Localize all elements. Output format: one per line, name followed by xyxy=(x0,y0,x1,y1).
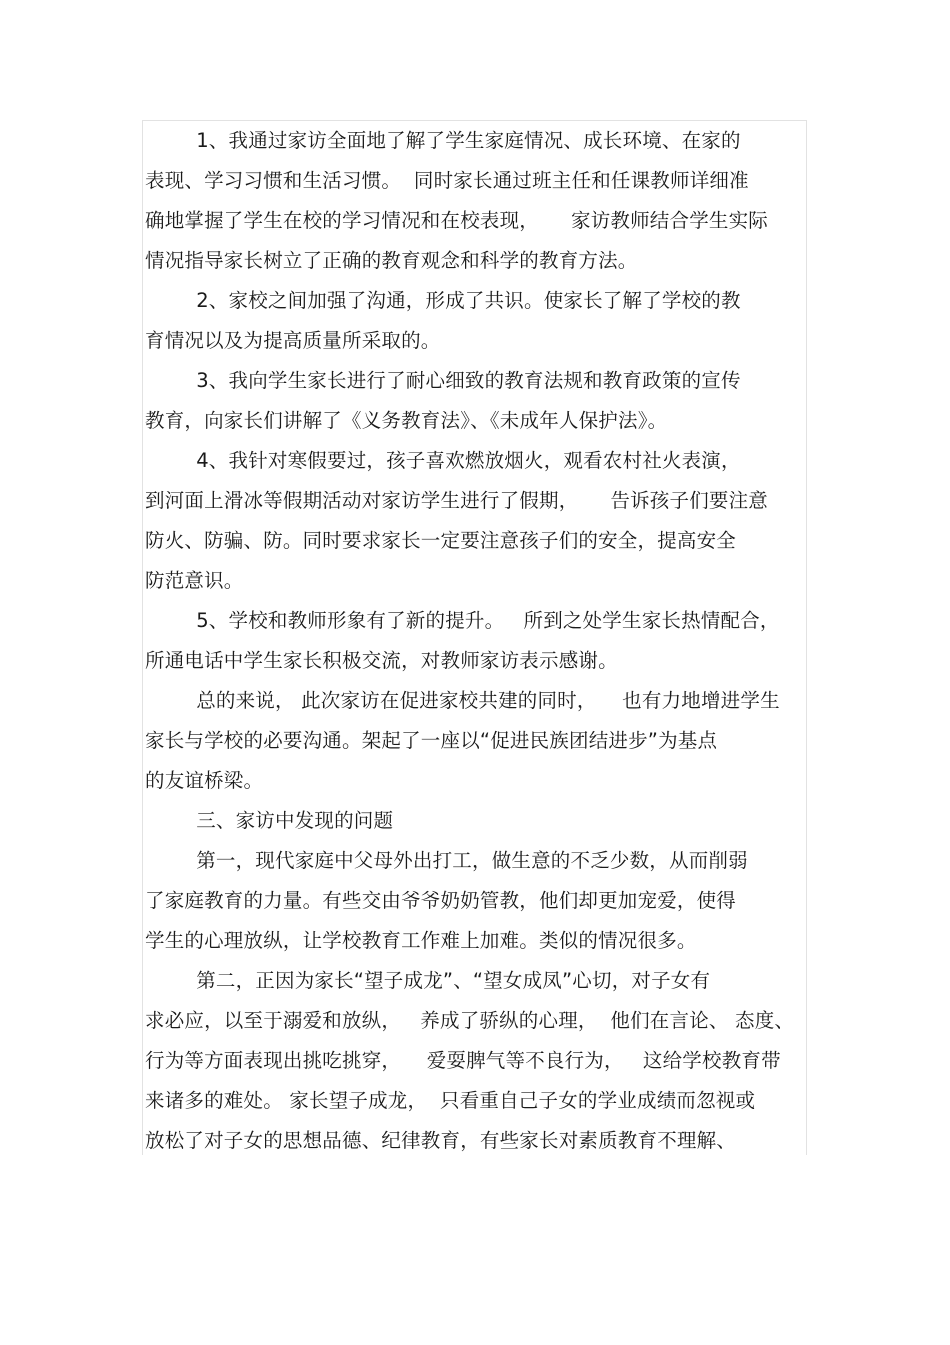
text-line: 2、家校之间加强了沟通，形成了共识。使家长了解了学校的教 xyxy=(145,289,741,312)
section-heading: 三、家访中发现的问题 xyxy=(145,809,394,832)
text-line: 育情况以及为提高质量所采取的。 xyxy=(145,329,441,352)
text-line: 防火、防骗、防。同时要求家长一定要注意孩子们的安全，提高安全 xyxy=(145,529,737,552)
text-line: 了家庭教育的力量。有些交由爷爷奶奶管教，他们却更加宠爱，使得 xyxy=(145,889,737,912)
text-line: 确地掌握了学生在校的学习情况和在校表现， 家访教师结合学生实际 xyxy=(145,209,768,232)
text-line: 5、学校和教师形象有了新的提升。 所到之处学生家长热情配合， xyxy=(145,609,780,632)
text-line: 来诸多的难处。 家长望子成龙， 只看重自己子女的学业成绩而忽视或 xyxy=(145,1089,756,1112)
text-line: 第一，现代家庭中父母外出打工，做生意的不乏少数，从而削弱 xyxy=(145,849,748,872)
text-line: 的友谊桥梁。 xyxy=(145,769,264,792)
text-line: 求必应，以至于溺爱和放纵， 养成了骄纵的心理， 他们在言论、 态度、 xyxy=(145,1009,795,1032)
text-line: 所通电话中学生家长积极交流，对教师家访表示感谢。 xyxy=(145,649,618,672)
text-line: 第二，正因为家长“望子成龙”、“望女成凤”心切，对子女有 xyxy=(145,969,711,992)
text-line: 3、我向学生家长进行了耐心细致的教育法规和教育政策的宣传 xyxy=(145,369,741,392)
text-line: 1、我通过家访全面地了解了学生家庭情况、成长环境、在家的 xyxy=(145,129,741,152)
text-line: 情况指导家长树立了正确的教育观念和科学的教育方法。 xyxy=(145,249,638,272)
text-line: 家长与学校的必要沟通。架起了一座以“促进民族团结进步”为基点 xyxy=(145,729,718,752)
text-line: 教育，向家长们讲解了《义务教育法》、《未成年人保护法》。 xyxy=(145,409,668,432)
text-line: 放松了对子女的思想品德、纪律教育，有些家长对素质教育不理解、 xyxy=(145,1129,737,1152)
document-body xyxy=(145,121,805,1161)
text-line: 4、我针对寒假要过，孩子喜欢燃放烟火，观看农村社火表演， xyxy=(145,449,741,472)
text-line: 行为等方面表现出挑吃挑穿， 爱耍脾气等不良行为， 这给学校教育带 xyxy=(145,1049,781,1072)
text-line: 到河面上滑冰等假期活动对家访学生进行了假期， 告诉孩子们要注意 xyxy=(145,489,768,512)
text-line: 表现、学习习惯和生活习惯。 同时家长通过班主任和任课教师详细准 xyxy=(145,169,749,192)
text-line: 学生的心理放纵，让学校教育工作难上加难。类似的情况很多。 xyxy=(145,929,697,952)
text-line: 防范意识。 xyxy=(145,569,244,592)
text-line: 总的来说， 此次家访在促进家校共建的同时， 也有力地增进学生 xyxy=(145,689,780,712)
